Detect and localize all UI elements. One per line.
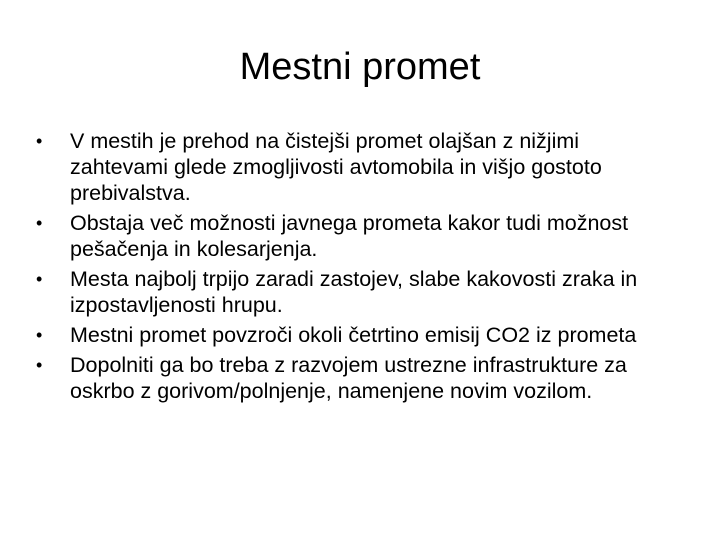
bullet-icon: • — [36, 131, 43, 151]
bullet-item — [36, 322, 676, 348]
slide-title: Mestni promet — [239, 46, 481, 88]
bullet-item — [36, 128, 676, 206]
bullet-text: Mesta najbolj trpijo zaradi zastojev, slabe kakovosti zraka in izpostavljenosti hrupu. — [70, 267, 638, 317]
bullet-text: Mestni promet povzroči okoli četrtino emisij CO2 iz prometa — [70, 323, 637, 347]
bullet-icon: • — [36, 325, 43, 345]
bullet-icon: • — [36, 213, 43, 233]
bullet-item — [36, 210, 676, 262]
bullet-icon: • — [36, 269, 43, 289]
bullet-list — [36, 128, 676, 408]
bullet-icon: • — [36, 355, 43, 375]
bullet-text: Dopolniti ga bo treba z razvojem ustrezne infrastrukture za oskrbo z gorivom/polnjenje, namenjene novim vozilom. — [70, 353, 627, 403]
bullet-text: Obstaja več možnosti javnega prometa kakor tudi možnost pešačenja in kolesarjenja. — [70, 211, 629, 261]
bullet-item — [36, 266, 676, 318]
bullet-item — [36, 352, 676, 404]
bullet-text: V mestih je prehod na čistejši promet olajšan z nižjimi zahtevami glede zmogljivosti avtomobila in višjo gostoto prebivalstva. — [70, 129, 602, 205]
